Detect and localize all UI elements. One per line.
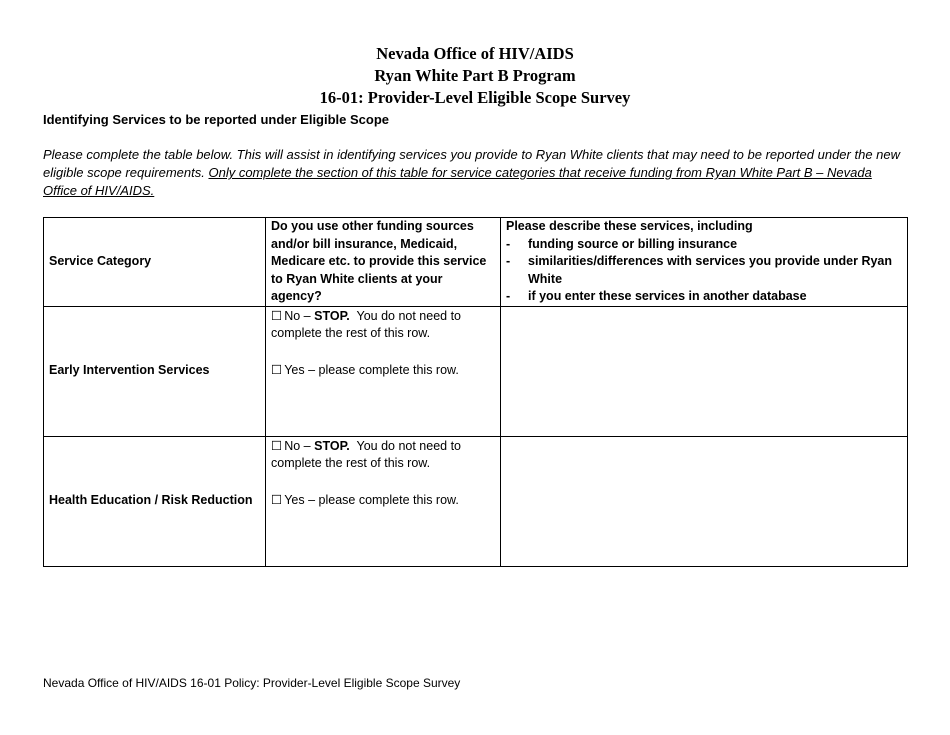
header-funding-question: Do you use other funding sources and/or bill insurance, Medicaid, Medicare etc. to provide this service to Ryan White clients at your agency? (266, 218, 501, 307)
table-row (44, 306, 908, 436)
checkbox-yes[interactable]: ☐ (271, 491, 283, 507)
describe-item-funding: - funding source or billing insurance (506, 236, 902, 254)
eligible-scope-table (43, 217, 908, 567)
title-line-survey: 16-01: Provider-Level Eligible Scope Survey (319, 88, 631, 107)
checkbox-no[interactable]: ☐ (271, 437, 283, 453)
table-row (44, 436, 908, 566)
title-line-program: Ryan White Part B Program (374, 66, 576, 85)
checkbox-yes[interactable]: ☐ (271, 361, 283, 377)
option-no-stop: STOP. (314, 438, 350, 453)
option-no-suffix: You do not need to complete the rest of this row. (271, 438, 465, 470)
description-field[interactable] (501, 436, 908, 566)
header-service-category: Service Category (44, 218, 266, 307)
description-field[interactable] (501, 306, 908, 436)
table-header-row (44, 218, 908, 307)
intro-paragraph (43, 146, 905, 200)
option-yes-text: Yes – please complete this row. (284, 362, 459, 377)
intro-underlined-text: Only complete the section of this table for service categories that receive funding from Ryan White Part B – Nevada Office of HIV/AIDS. (43, 165, 872, 198)
service-category-health-education: Health Education / Risk Reduction (44, 436, 266, 566)
option-yes[interactable] (271, 491, 495, 510)
option-yes-text: Yes – please complete this row. (284, 492, 459, 507)
intro-text: Please complete the table below. This will assist in identifying services you provide to Ryan White clients that may need to be reported under the new eligible scope requirements. (43, 147, 901, 180)
describe-list (506, 236, 902, 306)
option-yes[interactable] (271, 361, 495, 380)
option-no-stop: STOP. (314, 308, 350, 323)
document-title (0, 43, 950, 109)
section-heading: Identifying Services to be reported under Eligible Scope (43, 112, 390, 127)
option-no-prefix: No – (284, 308, 315, 323)
option-no[interactable] (271, 437, 495, 473)
header-describe-services (501, 218, 908, 307)
option-no-suffix: You do not need to complete the rest of this row. (271, 308, 465, 340)
service-category-early-intervention: Early Intervention Services (44, 306, 266, 436)
funding-options-cell (266, 306, 501, 436)
describe-item-database: - if you enter these services in another database (506, 288, 902, 306)
title-line-organization: Nevada Office of HIV/AIDS (376, 44, 574, 63)
funding-options-cell (266, 436, 501, 566)
header-describe-label: Please describe these services, including (506, 219, 753, 233)
describe-item-similarities: - similarities/differences with services you provide under Ryan White (506, 253, 902, 288)
checkbox-no[interactable]: ☐ (271, 307, 283, 323)
option-no[interactable] (271, 307, 495, 343)
page-footer: Nevada Office of HIV/AIDS 16-01 Policy: Provider-Level Eligible Scope Survey (43, 676, 461, 690)
option-no-prefix: No – (284, 438, 315, 453)
